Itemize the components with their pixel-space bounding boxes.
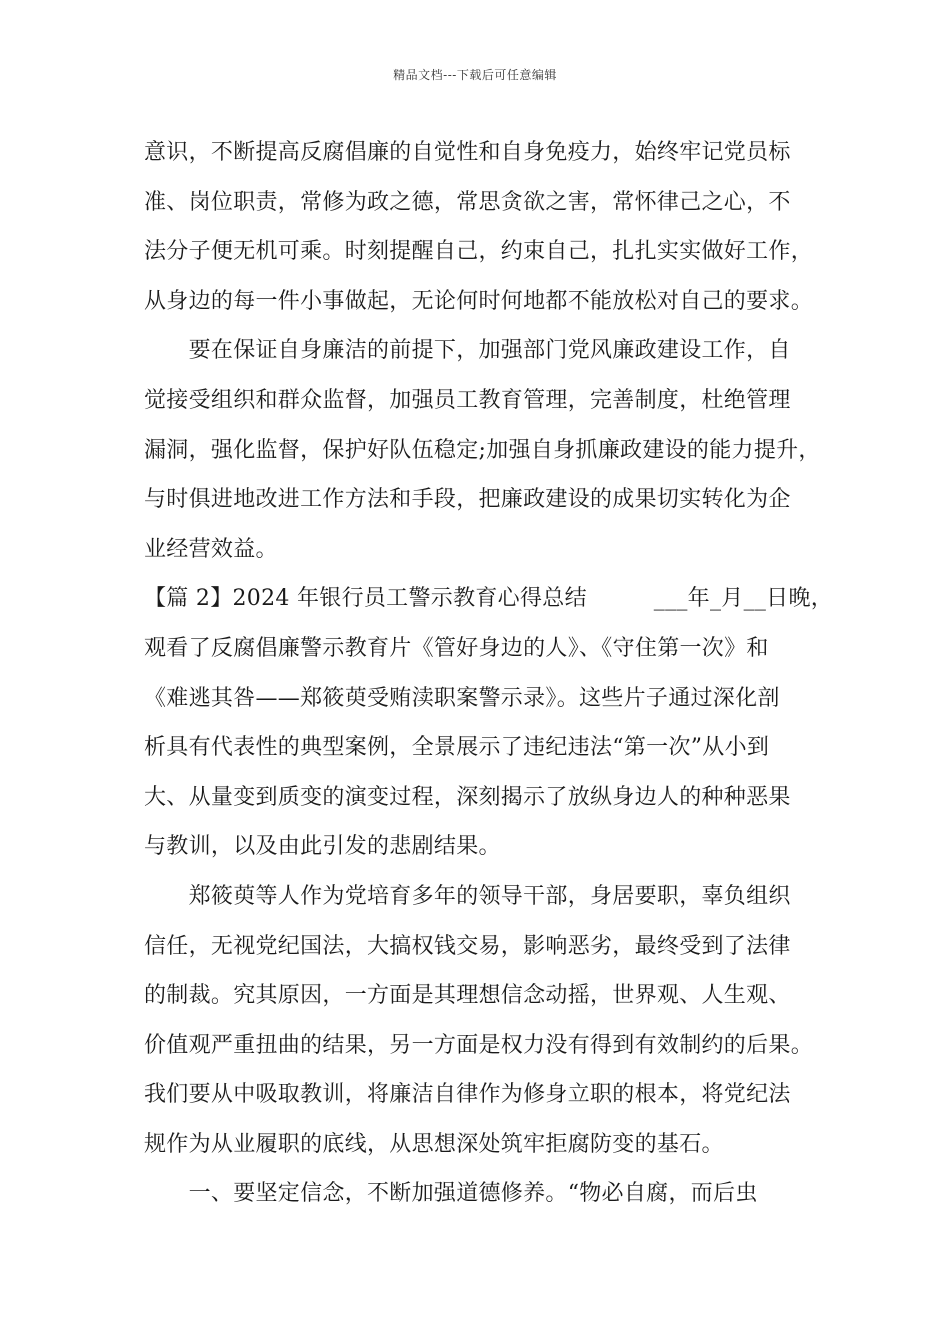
- text-line: 与教训，以及由此引发的悲剧结果。: [144, 834, 501, 860]
- document-body: [144, 128, 834, 1219]
- text-line: 大、从量变到质变的演变过程，深刻揭示了放纵身边人的种种恶果: [144, 784, 791, 810]
- text-line: 与时俱进地改进工作方法和手段，把廉政建设的成果切实转化为企: [144, 487, 791, 513]
- page-header: 精品文档---下载后可任意编辑: [393, 68, 557, 82]
- text-line: 我们要从中吸取教训，将廉洁自律作为修身立职的根本，将党纪法: [144, 1082, 791, 1108]
- text-line: 一、要坚定信念，不断加强道德修养。“物必自腐，而后虫: [144, 1181, 758, 1207]
- section-heading-line: 【篇 2】2024 年银行员工警示教育心得总结 ___年_月__日晚，: [144, 586, 834, 612]
- text-line: 漏洞，强化监督，保护好队伍稳定;加强自身抓廉政建设的能力提升，: [144, 437, 821, 463]
- text-line: 价值观严重扭曲的结果，另一方面是权力没有得到有效制约的后果。: [144, 1032, 814, 1058]
- text-line: 析具有代表性的典型案例，全景展示了违纪违法“第一次”从小到: [144, 735, 770, 761]
- text-line: 法分子便无机可乘。时刻提醒自己，约束自己，扎扎实实做好工作，: [144, 239, 814, 265]
- text-line: 觉接受组织和群众监督，加强员工教育管理，完善制度，杜绝管理: [144, 387, 791, 413]
- text-line: 规作为从业履职的底线，从思想深处筑牢拒腐防变的基石。: [144, 1131, 724, 1157]
- text-line: 从身边的每一件小事做起，无论何时何地都不能放松对自己的要求。: [144, 288, 814, 314]
- text-line: 业经营效益。: [144, 536, 278, 562]
- text-line: 观看了反腐倡廉警示教育片《管好身边的人》、《守住第一次》和: [144, 635, 769, 661]
- text-line: 《难逃其咎——郑筱萸受贿渎职案警示录》。这些片子通过深化剖: [144, 685, 780, 711]
- text-line: 的制裁。究其原因，一方面是其理想信念动摇，世界观、人生观、: [144, 983, 791, 1009]
- text-line: 准、岗位职责，常修为政之德，常思贪欲之害，常怀律己之心，不: [144, 189, 791, 215]
- text-line: 要在保证自身廉洁的前提下，加强部门党风廉政建设工作，自: [144, 338, 791, 364]
- text-line: 郑筱萸等人作为党培育多年的领导干部，身居要职，辜负组织: [144, 883, 791, 909]
- text-line: 意识，不断提高反腐倡廉的自觉性和自身免疫力，始终牢记党员标: [144, 140, 791, 165]
- text-line: 信任，无视党纪国法，大搞权钱交易，影响恶劣，最终受到了法律: [144, 933, 791, 959]
